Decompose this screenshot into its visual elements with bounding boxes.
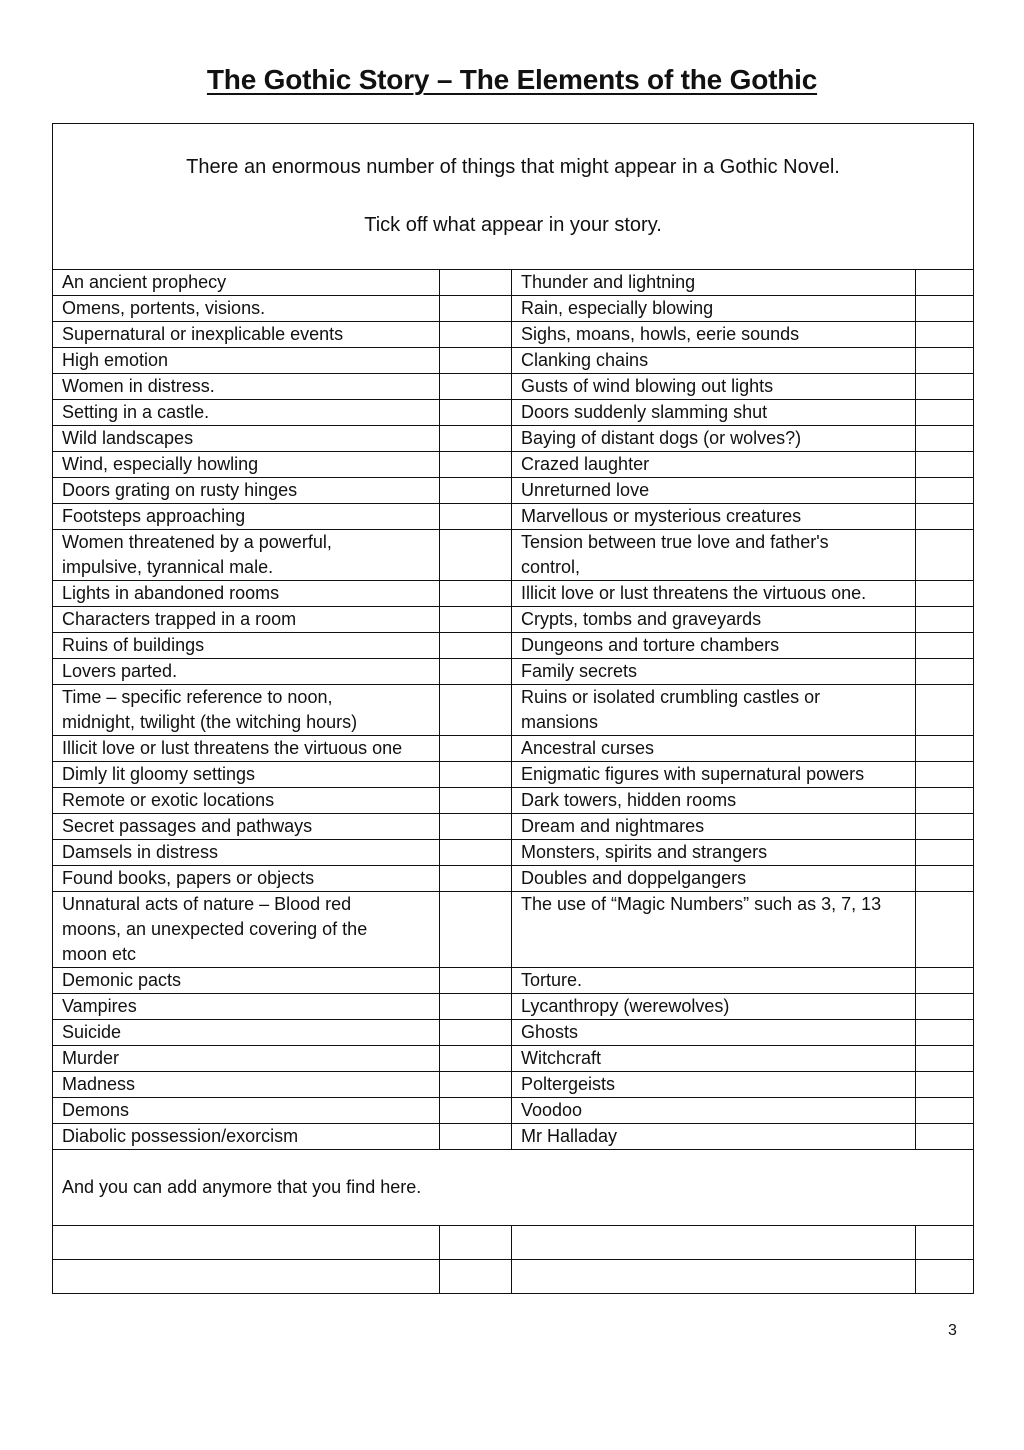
element-label-right: The use of “Magic Numbers” such as 3, 7, 13 xyxy=(512,892,916,968)
element-label-right: Illicit love or lust threatens the virtuous one. xyxy=(512,581,916,607)
checklist-row xyxy=(53,400,974,426)
tick-box-left[interactable] xyxy=(440,1020,512,1046)
element-label-left: Unnatural acts of nature – Blood red moons, an unexpected covering of the moon etc xyxy=(53,892,440,968)
element-label-left: Remote or exotic locations xyxy=(53,788,440,814)
tick-box-right[interactable] xyxy=(916,968,974,994)
tick-box-left[interactable] xyxy=(440,1098,512,1124)
tick-box-left[interactable] xyxy=(440,348,512,374)
tick-box-left[interactable] xyxy=(440,840,512,866)
element-label-left: Women threatened by a powerful, impulsive, tyrannical male. xyxy=(53,530,440,581)
element-label-right: Clanking chains xyxy=(512,348,916,374)
element-label-left: Wind, especially howling xyxy=(53,452,440,478)
tick-box-right[interactable] xyxy=(916,607,974,633)
checklist-row xyxy=(53,788,974,814)
element-label-right: Tension between true love and father's control, xyxy=(512,530,916,581)
tick-box-left[interactable] xyxy=(440,659,512,685)
tick-box-left[interactable] xyxy=(440,400,512,426)
intro-row xyxy=(53,124,974,270)
element-label-left: Ruins of buildings xyxy=(53,633,440,659)
element-label-left: Women in distress. xyxy=(53,374,440,400)
tick-box-left[interactable] xyxy=(440,762,512,788)
tick-box-left[interactable] xyxy=(440,374,512,400)
blank-entry-cell[interactable] xyxy=(512,1226,916,1260)
checklist-row xyxy=(53,892,974,968)
tick-box-right[interactable] xyxy=(916,296,974,322)
checklist-row xyxy=(53,1124,974,1150)
blank-tick-box[interactable] xyxy=(916,1260,974,1294)
intro-line-1: There an enormous number of things that might appear in a Gothic Novel. xyxy=(186,156,840,178)
tick-box-left[interactable] xyxy=(440,685,512,736)
element-label-left: Diabolic possession/exorcism xyxy=(53,1124,440,1150)
tick-box-right[interactable] xyxy=(916,478,974,504)
tick-box-right[interactable] xyxy=(916,348,974,374)
checklist-row xyxy=(53,736,974,762)
checklist-row xyxy=(53,866,974,892)
element-label-left: Lovers parted. xyxy=(53,659,440,685)
checklist-row xyxy=(53,633,974,659)
element-label-right: Mr Halladay xyxy=(512,1124,916,1150)
checklist-row xyxy=(53,530,974,581)
tick-box-right[interactable] xyxy=(916,892,974,968)
blank-tick-box[interactable] xyxy=(440,1226,512,1260)
checklist-row xyxy=(53,296,974,322)
tick-box-right[interactable] xyxy=(916,659,974,685)
tick-box-left[interactable] xyxy=(440,426,512,452)
element-label-left: Characters trapped in a room xyxy=(53,607,440,633)
add-more-row xyxy=(53,1150,974,1226)
element-label-left: Demons xyxy=(53,1098,440,1124)
checklist-row xyxy=(53,968,974,994)
checklist-row xyxy=(53,1098,974,1124)
element-label-left: Vampires xyxy=(53,994,440,1020)
element-label-left: Madness xyxy=(53,1072,440,1098)
element-label-right: Gusts of wind blowing out lights xyxy=(512,374,916,400)
checklist-row xyxy=(53,348,974,374)
element-label-right: Crypts, tombs and graveyards xyxy=(512,607,916,633)
checklist-row xyxy=(53,659,974,685)
tick-box-right[interactable] xyxy=(916,374,974,400)
checklist-row xyxy=(53,322,974,348)
tick-box-left[interactable] xyxy=(440,322,512,348)
element-label-left: Supernatural or inexplicable events xyxy=(53,322,440,348)
tick-box-right[interactable] xyxy=(916,994,974,1020)
checklist-row xyxy=(53,478,974,504)
tick-box-left[interactable] xyxy=(440,452,512,478)
tick-box-left[interactable] xyxy=(440,633,512,659)
tick-box-right[interactable] xyxy=(916,1124,974,1150)
element-label-right: Unreturned love xyxy=(512,478,916,504)
element-label-left: Murder xyxy=(53,1046,440,1072)
element-label-left: Omens, portents, visions. xyxy=(53,296,440,322)
tick-box-right[interactable] xyxy=(916,788,974,814)
tick-box-right[interactable] xyxy=(916,840,974,866)
tick-box-left[interactable] xyxy=(440,1124,512,1150)
checklist-row xyxy=(53,762,974,788)
element-label-left: Dimly lit gloomy settings xyxy=(53,762,440,788)
tick-box-right[interactable] xyxy=(916,504,974,530)
tick-box-left[interactable] xyxy=(440,1046,512,1072)
element-label-right: Voodoo xyxy=(512,1098,916,1124)
tick-box-left[interactable] xyxy=(440,478,512,504)
page-number: 3 xyxy=(948,1322,957,1339)
tick-box-left[interactable] xyxy=(440,607,512,633)
checklist-row xyxy=(53,426,974,452)
element-label-left: High emotion xyxy=(53,348,440,374)
element-label-right: Witchcraft xyxy=(512,1046,916,1072)
element-label-left: Wild landscapes xyxy=(53,426,440,452)
blank-tick-box[interactable] xyxy=(440,1260,512,1294)
blank-entry-cell[interactable] xyxy=(53,1226,440,1260)
tick-box-left[interactable] xyxy=(440,1072,512,1098)
tick-box-right[interactable] xyxy=(916,322,974,348)
element-label-left: Demonic pacts xyxy=(53,968,440,994)
gothic-elements-table xyxy=(52,123,974,1294)
page-title: The Gothic Story – The Elements of the Gothic xyxy=(206,64,818,95)
tick-box-left[interactable] xyxy=(440,736,512,762)
intro-line-2: Tick off what appear in your story. xyxy=(364,214,662,236)
checklist-row xyxy=(53,581,974,607)
tick-box-left[interactable] xyxy=(440,270,512,296)
element-label-right: Marvellous or mysterious creatures xyxy=(512,504,916,530)
checklist-row xyxy=(53,1020,974,1046)
tick-box-right[interactable] xyxy=(916,736,974,762)
element-label-left: Found books, papers or objects xyxy=(53,866,440,892)
tick-box-right[interactable] xyxy=(916,762,974,788)
checklist-row xyxy=(53,840,974,866)
element-label-right: Sighs, moans, howls, eerie sounds xyxy=(512,322,916,348)
element-label-left: Damsels in distress xyxy=(53,840,440,866)
blank-row xyxy=(53,1226,974,1260)
element-label-right: Dark towers, hidden rooms xyxy=(512,788,916,814)
element-label-left: Footsteps approaching xyxy=(53,504,440,530)
checklist-row xyxy=(53,685,974,736)
element-label-right: Dungeons and torture chambers xyxy=(512,633,916,659)
element-label-right: Rain, especially blowing xyxy=(512,296,916,322)
tick-box-right[interactable] xyxy=(916,1098,974,1124)
element-label-right: Poltergeists xyxy=(512,1072,916,1098)
tick-box-right[interactable] xyxy=(916,633,974,659)
element-label-right: Family secrets xyxy=(512,659,916,685)
tick-box-right[interactable] xyxy=(916,1020,974,1046)
element-label-left: An ancient prophecy xyxy=(53,270,440,296)
element-label-right: Crazed laughter xyxy=(512,452,916,478)
element-label-left: Lights in abandoned rooms xyxy=(53,581,440,607)
checklist-row xyxy=(53,374,974,400)
element-label-right: Baying of distant dogs (or wolves?) xyxy=(512,426,916,452)
checklist-row xyxy=(53,452,974,478)
checklist-row xyxy=(53,270,974,296)
tick-box-right[interactable] xyxy=(916,400,974,426)
tick-box-left[interactable] xyxy=(440,788,512,814)
element-label-right: Doors suddenly slamming shut xyxy=(512,400,916,426)
blank-entry-cell[interactable] xyxy=(512,1260,916,1294)
tick-box-right[interactable] xyxy=(916,814,974,840)
element-label-right: Ruins or isolated crumbling castles or mansions xyxy=(512,685,916,736)
element-label-right: Monsters, spirits and strangers xyxy=(512,840,916,866)
blank-tick-box[interactable] xyxy=(916,1226,974,1260)
checklist-row xyxy=(53,1072,974,1098)
checklist-row xyxy=(53,607,974,633)
tick-box-right[interactable] xyxy=(916,866,974,892)
element-label-right: Doubles and doppelgangers xyxy=(512,866,916,892)
element-label-right: Thunder and lightning xyxy=(512,270,916,296)
checklist-row xyxy=(53,1046,974,1072)
tick-box-left[interactable] xyxy=(440,866,512,892)
tick-box-right[interactable] xyxy=(916,581,974,607)
tick-box-left[interactable] xyxy=(440,296,512,322)
tick-box-right[interactable] xyxy=(916,530,974,581)
element-label-right: Ancestral curses xyxy=(512,736,916,762)
element-label-right: Torture. xyxy=(512,968,916,994)
tick-box-left[interactable] xyxy=(440,530,512,581)
checklist-row xyxy=(53,994,974,1020)
element-label-left: Illicit love or lust threatens the virtuous one xyxy=(53,736,440,762)
element-label-left: Secret passages and pathways xyxy=(53,814,440,840)
tick-box-right[interactable] xyxy=(916,426,974,452)
tick-box-left[interactable] xyxy=(440,504,512,530)
tick-box-left[interactable] xyxy=(440,581,512,607)
tick-box-right[interactable] xyxy=(916,270,974,296)
intro-cell xyxy=(53,124,974,270)
element-label-left: Time – specific reference to noon, midnight, twilight (the witching hours) xyxy=(53,685,440,736)
tick-box-left[interactable] xyxy=(440,968,512,994)
tick-box-left[interactable] xyxy=(440,814,512,840)
element-label-right: Dream and nightmares xyxy=(512,814,916,840)
tick-box-right[interactable] xyxy=(916,685,974,736)
tick-box-left[interactable] xyxy=(440,892,512,968)
tick-box-right[interactable] xyxy=(916,1046,974,1072)
element-label-right: Ghosts xyxy=(512,1020,916,1046)
add-more-cell: And you can add anymore that you find here. xyxy=(53,1150,974,1226)
element-label-left: Doors grating on rusty hinges xyxy=(53,478,440,504)
tick-box-right[interactable] xyxy=(916,1072,974,1098)
element-label-right: Lycanthropy (werewolves) xyxy=(512,994,916,1020)
blank-row xyxy=(53,1260,974,1294)
tick-box-right[interactable] xyxy=(916,452,974,478)
checklist-row xyxy=(53,504,974,530)
tick-box-left[interactable] xyxy=(440,994,512,1020)
checklist-row xyxy=(53,814,974,840)
blank-entry-cell[interactable] xyxy=(53,1260,440,1294)
element-label-left: Suicide xyxy=(53,1020,440,1046)
element-label-left: Setting in a castle. xyxy=(53,400,440,426)
element-label-right: Enigmatic figures with supernatural powers xyxy=(512,762,916,788)
